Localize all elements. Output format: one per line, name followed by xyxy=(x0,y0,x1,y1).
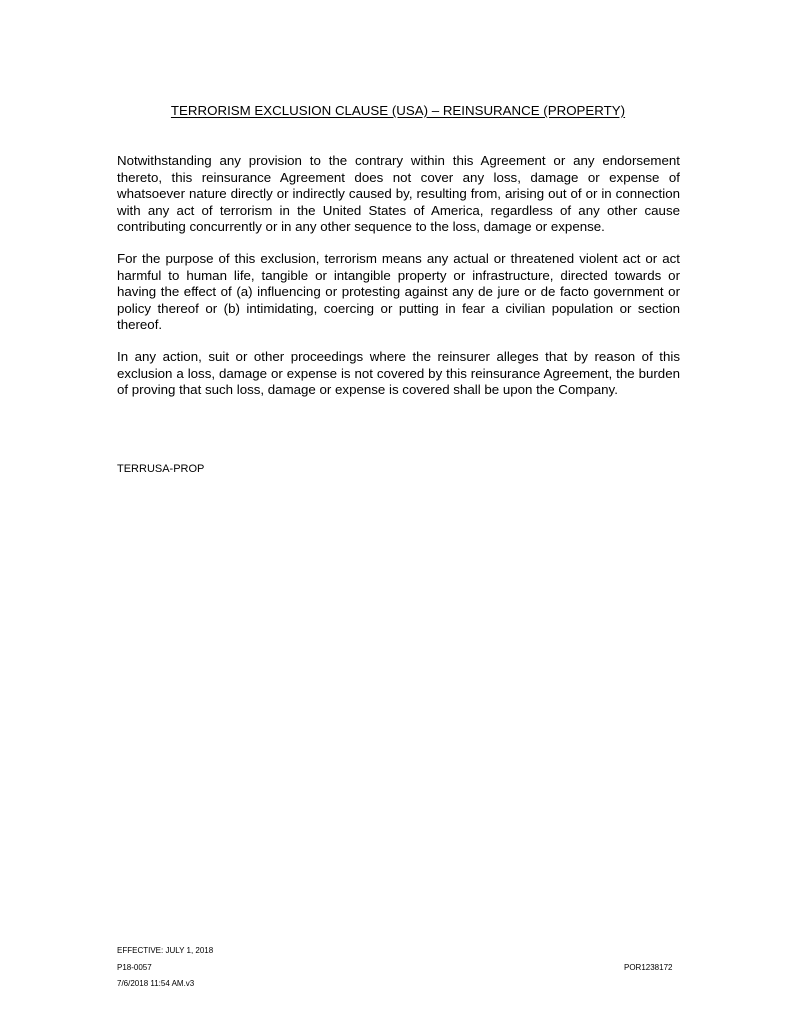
paragraph-burden-of-proof: In any action, suit or other proceedings where the reinsurer alleges that by reason of this exclusion a loss, damage or expense is not covered by this reinsurance Agreement, the burden of proving that such loss, damage or expense is covered shall be upon the Company. xyxy=(117,348,680,398)
clause-body xyxy=(117,153,680,414)
paragraph-definition: For the purpose of this exclusion, terrorism means any actual or threatened violent act or act harmful to human life, tangible or intangible property or infrastructure, directed towards or having the effect of (a) influencing or protesting against any de jure or de facto government or policy thereof or (b) intimidating, coercing or putting in fear a civilian population or section thereof. xyxy=(117,250,680,333)
footer-document-id: POR1238172 xyxy=(624,963,673,972)
paragraph-exclusion: Notwithstanding any provision to the contrary within this Agreement or any endorsement thereto, this reinsurance Agreement does not cover any loss, damage or expense of whatsoever nature directly or indirectly caused by, resulting from, arising out of or in connection with any act of terrorism in the United States of America, regardless of any other cause contributing concurrently or in any other sequence to the loss, damage or expense. xyxy=(117,153,680,235)
footer-reference: P18-0057 xyxy=(117,963,152,972)
footer-effective-date: EFFECTIVE: JULY 1, 2018 xyxy=(117,946,214,955)
footer-datetime: 7/6/2018 11:54 AM.v3 xyxy=(117,979,195,988)
form-code: TERRUSA-PROP xyxy=(117,463,205,475)
clause-title: TERRORISM EXCLUSION CLAUSE (USA) – REINSURANCE (PROPERTY) xyxy=(170,103,626,118)
